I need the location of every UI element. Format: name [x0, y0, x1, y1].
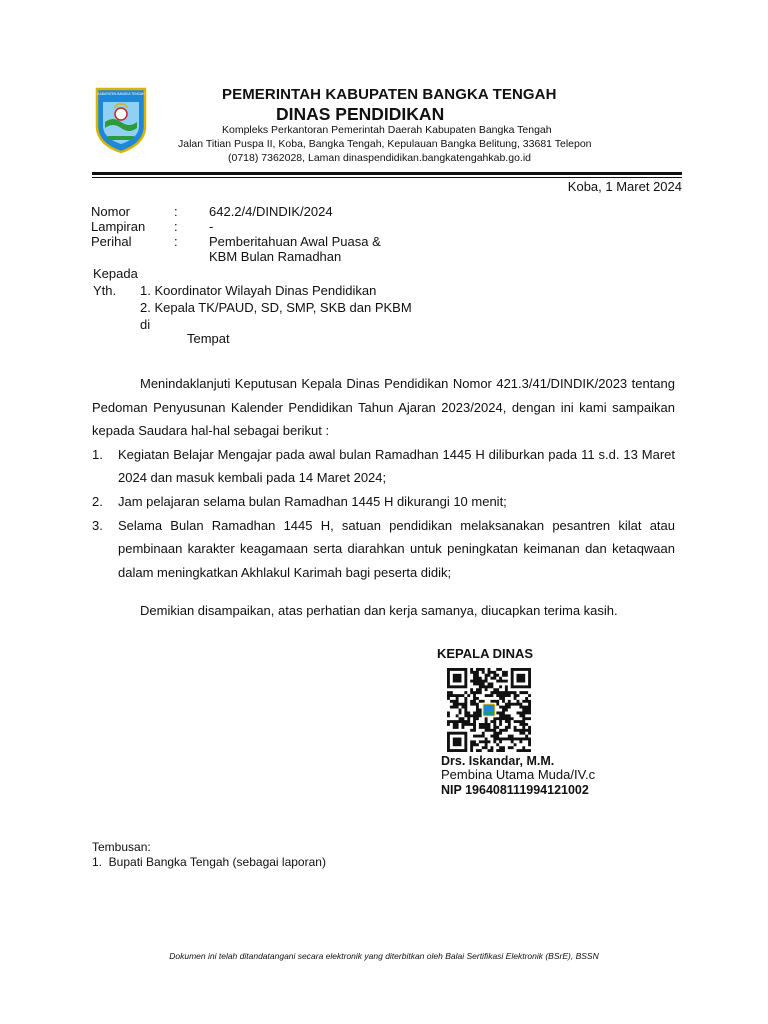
qr-code-icon: [445, 668, 533, 752]
list-item-number: 2.: [92, 493, 103, 509]
meta-row-nomor: [91, 204, 381, 219]
address-line: (0718) 7362028, Laman dinaspendidikan.bangkatengahkab.go.id: [228, 152, 531, 164]
meta-value: 642.2/4/DINDIK/2024: [209, 204, 333, 219]
list-item: [92, 490, 675, 514]
meta-label: Nomor: [91, 204, 131, 219]
tembusan-block: [92, 840, 326, 870]
body-points-list: [92, 443, 675, 585]
meta-row-perihal: [91, 234, 381, 249]
list-item-text: Selama Bulan Ramadhan 1445 H, satuan pendidikan melaksanakan pesantren kilat atau pembinaan karakter keagamaan serta diarahkan untuk peningkatan keimanan dan ketaqwaan dalam meningkatkan Akhlakul Karimah bagi peserta didik;: [118, 517, 675, 580]
list-item: [92, 443, 675, 490]
letterhead-government-name: PEMERINTAH KABUPATEN BANGKA TENGAH: [222, 86, 557, 103]
recipient-block: [93, 265, 412, 333]
meta-label: Lampiran: [91, 219, 146, 234]
recipient-tempat: Tempat: [187, 331, 230, 346]
letterhead-divider-thin: [92, 177, 682, 178]
meta-label: Perihal: [91, 234, 132, 249]
list-item-text: Jam pelajaran selama bulan Ramadhan 1445 H dikurangi 10 menit;: [118, 493, 507, 509]
body-intro-paragraph: Menindaklanjuti Keputusan Kepala Dinas Pendidikan Nomor 421.3/41/DINDIK/2023 tentang Pedoman Penyusunan Kalender Pendidikan Tahun Ajaran 2023/2024, dengan ini kami sampaikan kepada Saudara hal-hal sebagai berikut :: [92, 376, 675, 439]
meta-row-lampiran: [91, 219, 381, 234]
recipient-yth: Yth.: [93, 283, 117, 298]
list-item: [92, 514, 675, 585]
meta-row-perihal-cont: [91, 249, 381, 264]
address-line: Jalan Titian Puspa II, Koba, Bangka Tengah, Kepulauan Bangka Belitung, 33681 Telepon: [178, 138, 592, 150]
letter-meta: [91, 204, 381, 264]
recipient-item: 1. Koordinator Wilayah Dinas Pendidikan: [140, 283, 377, 298]
meta-label: [91, 249, 174, 264]
letterhead-address: [178, 123, 648, 165]
list-item-number: 3.: [92, 517, 103, 533]
body-closing: Demikian disampaikan, atas perhatian dan kerja samanya, diucapkan terima kasih.: [140, 603, 618, 618]
letterhead-office-name: DINAS PENDIDIKAN: [276, 104, 445, 124]
signature-title: KEPALA DINAS: [437, 646, 534, 661]
meta-value: Pemberitahuan Awal Puasa &: [209, 234, 381, 249]
list-item-text: Kegiatan Belajar Mengajar pada awal bulan Ramadhan 1445 H diliburkan pada 11 s.d. 13 Maret 2024 dan masuk kembali pada 14 Maret 2024;: [118, 446, 675, 486]
meta-colon: :: [174, 219, 178, 234]
recipient-di: di: [140, 317, 151, 332]
signatory-name: Drs. Iskandar, M.M.: [441, 754, 555, 768]
address-line: Kompleks Perkantoran Pemerintah Daerah Kabupaten Bangka Tengah: [222, 124, 552, 136]
tembusan-label: Tembusan:: [92, 840, 151, 854]
letterhead-divider-thick: [92, 172, 682, 175]
meta-colon: [174, 249, 209, 264]
letter-date: Koba, 1 Maret 2024: [567, 179, 682, 194]
kabupaten-bangka-tengah-logo-icon: [94, 86, 148, 154]
recipient-yth-row: [93, 282, 412, 299]
tembusan-item: 1. Bupati Bangka Tengah (sebagai laporan): [92, 855, 326, 869]
recipient-item: 2. Kepala TK/PAUD, SD, SMP, SKB dan PKBM: [140, 300, 412, 315]
meta-value: -: [209, 219, 214, 234]
recipient-kepada: Kepada: [93, 266, 138, 281]
list-item-number: 1.: [92, 446, 103, 462]
electronic-signature-footer: Dokumen ini telah ditandatangani secara elektronik yang diterbitkan oleh Balai Sertifikasi Elektronik (BSrE), BSSN: [169, 951, 599, 961]
meta-value: KBM Bulan Ramadhan: [209, 249, 342, 264]
letter-body: [92, 372, 675, 584]
signatory-rank: Pembina Utama Muda/IV.c: [441, 767, 596, 782]
signatory-nip: NIP 196408111994121002: [441, 783, 589, 797]
logo-text-top: KABUPATEN BANGKA TENGAH: [97, 92, 145, 96]
meta-colon: :: [174, 234, 178, 249]
meta-colon: :: [174, 204, 178, 219]
